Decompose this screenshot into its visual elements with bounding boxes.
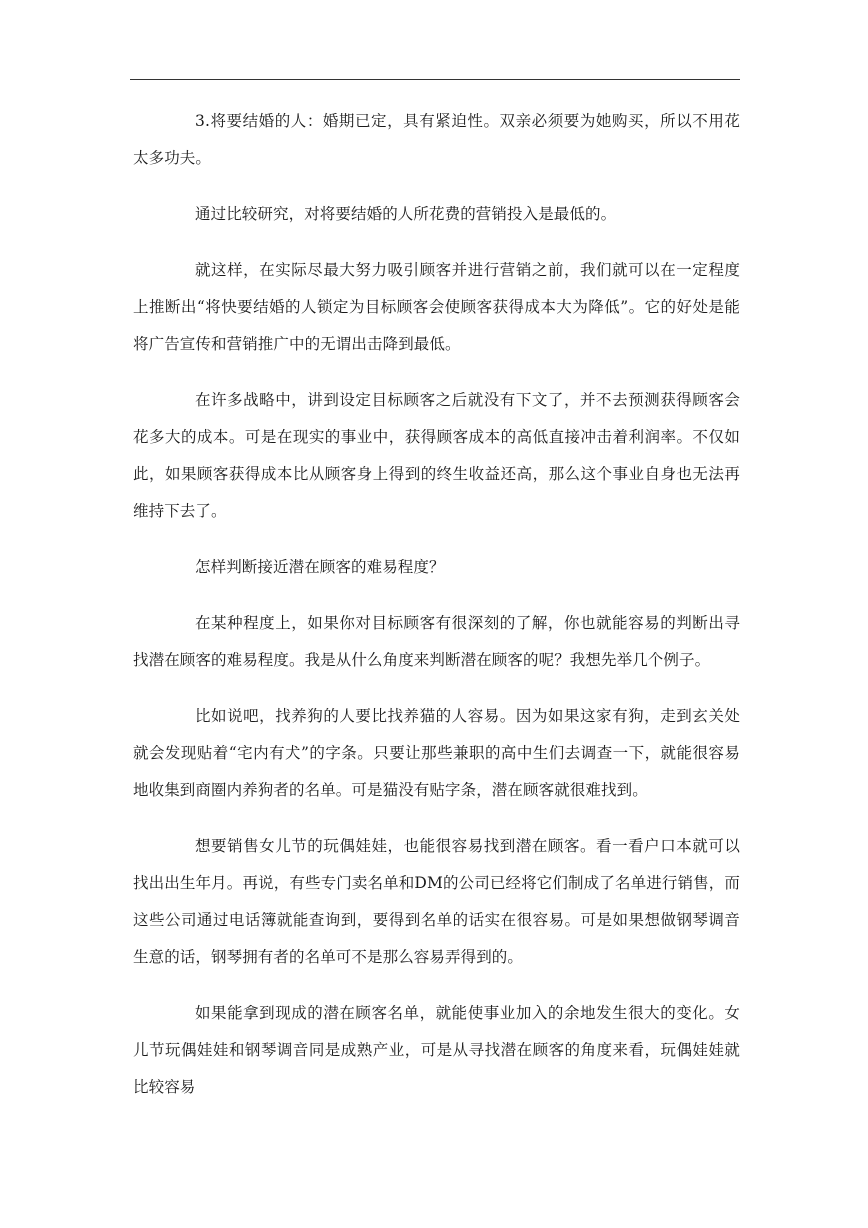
section-question: 怎样判断接近潜在顾客的难易程度？ [195, 558, 445, 576]
paragraph: 在某种程度上，如果你对目标顾客有很深刻的了解，你也就能容易的判断出寻找潜在顾客的难易程度。我是从什么角度来判断潜在顾客的呢？我想先举几个例子。 [133, 614, 740, 669]
header-rule [130, 79, 740, 80]
paragraph: 比如说吧，找养狗的人要比找养猫的人容易。因为如果这家有狗，走到玄关处就会发现贴着“宅内有犬”的字条。只要让那些兼职的高中生们去调查一下，就能很容易地收集到商圈内养狗者的名单。可是猫没有贴字条，潜在顾客就很难找到。 [133, 707, 740, 799]
paragraph: 通过比较研究，对将要结婚的人所花费的营销投入是最低的。 [195, 205, 617, 223]
paragraph: 想要销售女儿节的玩偶娃娃，也能很容易找到潜在顾客。看一看户口本就可以找出出生年月。再说，有些专门卖名单和DM的公司已经将它们制成了名单进行销售，而这些公司通过电话簿就能查询到，要得到名单的话实在很容易。可是如果想做钢琴调音生意的话，钢琴拥有者的名单可不是那么容易弄得到的。 [133, 837, 740, 966]
paragraph: 就这样，在实际尽最大努力吸引顾客并进行营销之前，我们就可以在一定程度上推断出“将快要结婚的人锁定为目标顾客会使顾客获得成本大为降低”。它的好处是能将广告宣传和营销推广中的无谓出击降到最低。 [133, 261, 740, 353]
document-body [133, 103, 740, 1125]
paragraph: 如果能拿到现成的潜在顾客名单，就能使事业加入的余地发生很大的变化。女儿节玩偶娃娃和钢琴调音同是成熟产业，可是从寻找潜在顾客的角度来看，玩偶娃娃就比较容易 [133, 1004, 740, 1096]
paragraph: 3.将要结婚的人：婚期已定，具有紧迫性。双亲必须要为她购买，所以不用花太多功夫。 [133, 112, 740, 167]
paragraph: 在许多战略中，讲到设定目标顾客之后就没有下文了，并不去预测获得顾客会花多大的成本。可是在现实的事业中，获得顾客成本的高低直接冲击着利润率。不仅如此，如果顾客获得成本比从顾客身上得到的终生收益还高，那么这个事业自身也无法再维持下去了。 [133, 391, 740, 520]
